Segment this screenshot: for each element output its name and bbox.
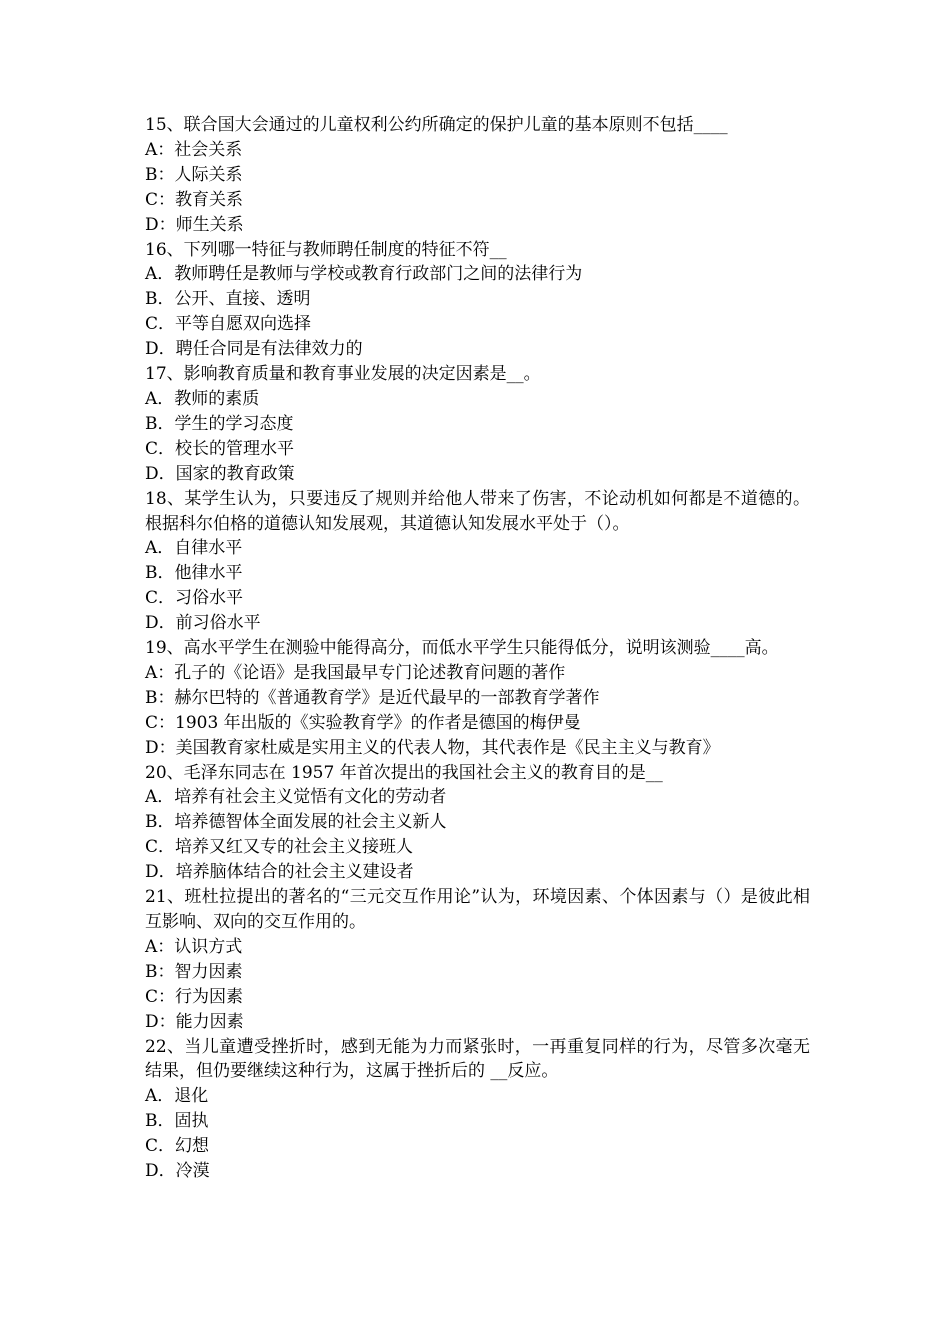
- option-a: A：社会关系: [145, 139, 243, 160]
- option-a: A．退化: [145, 1086, 209, 1107]
- question-17: [145, 362, 810, 487]
- option-b: B．培养德智体全面发展的社会主义新人: [145, 812, 447, 833]
- question-text: 18、某学生认为，只要违反了规则并给他人带来了伤害，不论动机如何都是不道德的。根据科尔伯格的道德认知发展观，其道德认知发展水平处于（）。: [145, 488, 810, 534]
- option-b: B．他律水平: [145, 563, 243, 584]
- question-text: 16、下列哪一特征与教师聘任制度的特征不符__: [145, 239, 507, 260]
- option-c: C．幻想: [145, 1136, 210, 1157]
- option-d: D：师生关系: [145, 214, 244, 235]
- option-d: D．前习俗水平: [145, 613, 261, 634]
- option-a: A．教师聘任是教师与学校或教育行政部门之间的法律行为: [145, 264, 583, 285]
- option-b: B．学生的学习态度: [145, 413, 294, 434]
- question-22: [145, 1035, 810, 1184]
- question-text: 21、班杜拉提出的著名的“三元交互作用论”认为，环境因素、个体因素与（）是彼此相互影响、双向的交互作用的。: [145, 887, 810, 932]
- option-c: C：1903 年出版的《实验教育学》的作者是德国的梅伊曼: [145, 712, 581, 733]
- option-c: C：教育关系: [145, 189, 244, 210]
- option-d: D：能力因素: [145, 1011, 244, 1032]
- option-b: B：智力因素: [145, 961, 243, 982]
- option-a: A．教师的素质: [145, 388, 260, 409]
- question-text: 15、联合国大会通过的儿童权利公约所确定的保护儿童的基本原则不包括____: [145, 115, 728, 135]
- question-16: [145, 238, 810, 363]
- question-20: [145, 761, 810, 886]
- option-a: A．自律水平: [145, 538, 243, 559]
- option-d: D．聘任合同是有法律效力的: [145, 339, 363, 360]
- option-b: B．公开、直接、透明: [145, 289, 311, 310]
- option-a: A：孔子的《论语》是我国最早专门论述教育问题的著作: [145, 662, 566, 683]
- question-text: 19、高水平学生在测验中能得高分，而低水平学生只能得低分，说明该测验____高。: [145, 638, 779, 659]
- option-b: B：赫尔巴特的《普通教育学》是近代最早的一部教育学著作: [145, 687, 600, 708]
- question-text: 17、影响教育质量和教育事业发展的决定因素是__。: [145, 364, 541, 385]
- question-15: [145, 113, 810, 238]
- option-c: C．培养又红又专的社会主义接班人: [145, 837, 414, 858]
- question-text: 20、毛泽东同志在 1957 年首次提出的我国社会主义的教育目的是__: [145, 762, 663, 783]
- question-18: [145, 487, 810, 636]
- option-c: C：行为因素: [145, 986, 244, 1007]
- option-c: C．校长的管理水平: [145, 438, 295, 459]
- document-page: [145, 113, 810, 1184]
- option-b: B．固执: [145, 1111, 209, 1132]
- question-text: 22、当儿童遭受挫折时，感到无能为力而紧张时，一再重复同样的行为，尽管多次毫无结果，但仍要继续这种行为，这属于挫折后的 __反应。: [145, 1036, 810, 1082]
- option-d: D．冷漠: [145, 1161, 210, 1182]
- option-d: D：美国教育家杜威是实用主义的代表人物，其代表作是《民主主义与教育》: [145, 737, 720, 758]
- option-c: C．习俗水平: [145, 588, 244, 609]
- question-19: [145, 636, 810, 761]
- option-b: B：人际关系: [145, 164, 243, 185]
- question-21: [145, 885, 810, 1034]
- option-a: A．培养有社会主义觉悟有文化的劳动者: [145, 787, 447, 808]
- option-a: A：认识方式: [145, 936, 243, 957]
- option-d: D．国家的教育政策: [145, 463, 295, 484]
- option-c: C．平等自愿双向选择: [145, 314, 312, 335]
- option-d: D．培养脑体结合的社会主义建设者: [145, 862, 414, 883]
